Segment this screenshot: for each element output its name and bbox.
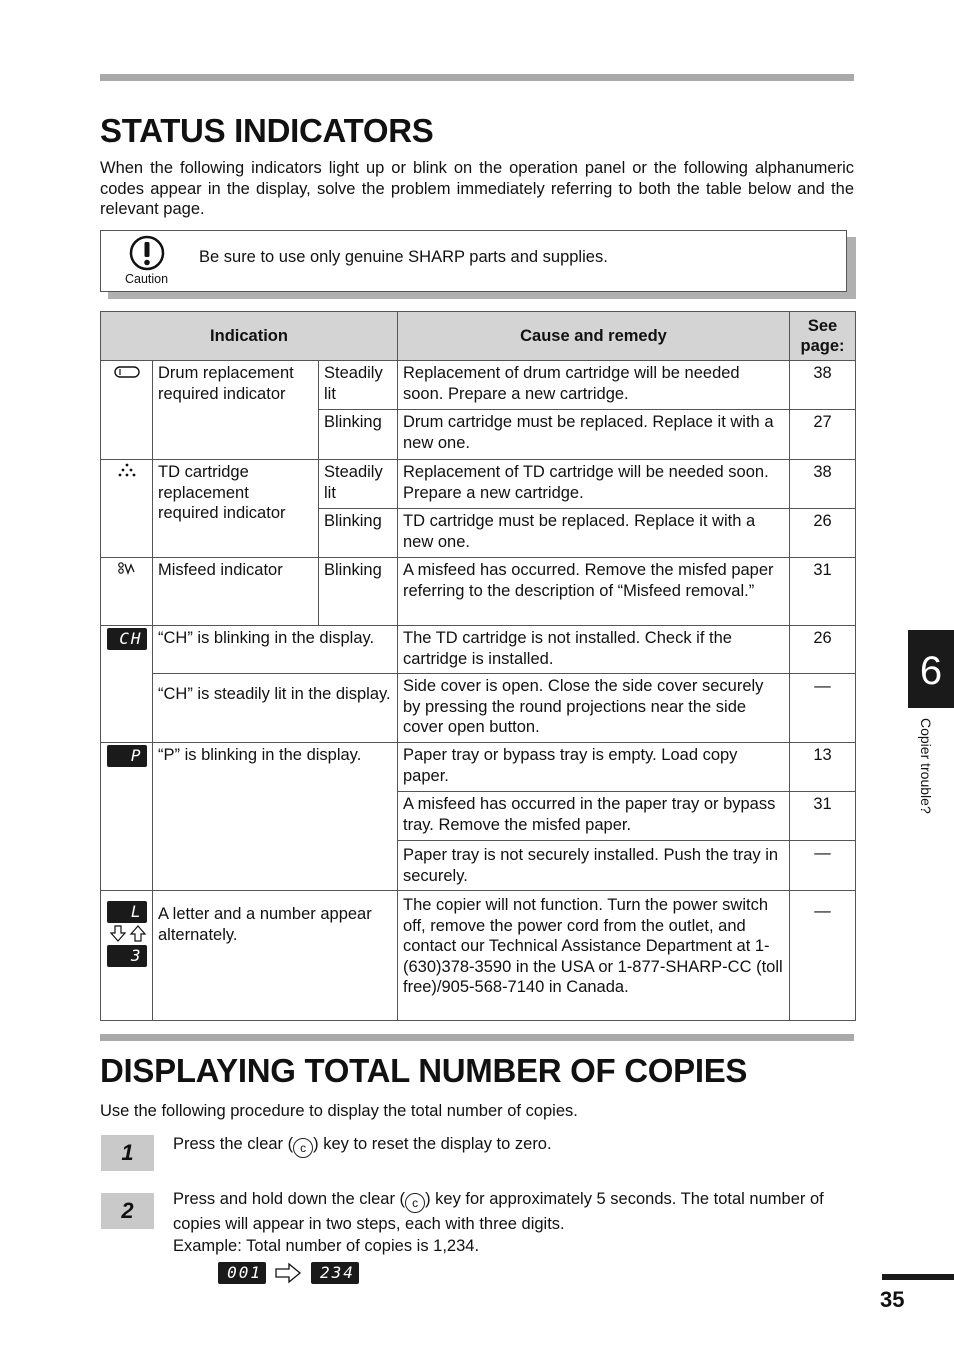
step-1-text [173, 1133, 857, 1158]
caution-label: Caution [125, 272, 169, 286]
table-cell: — [790, 891, 856, 1021]
table-cell: 31 [790, 792, 856, 841]
count-display-first: 001 [218, 1262, 266, 1284]
table-cell: 38 [790, 361, 856, 410]
table-cell: Blinking [319, 410, 398, 460]
page-number: 35 [880, 1287, 905, 1312]
table-cell: Paper tray or bypass tray is empty. Load copy paper. [398, 743, 790, 792]
table-header-row [101, 312, 856, 361]
letter-display-icon: L [107, 901, 147, 923]
chapter-side-label-text: Copier trouble? [918, 718, 934, 814]
alternate-arrows-icon [107, 924, 147, 944]
section-rule [100, 1034, 854, 1041]
p-display-icon: P [107, 745, 147, 767]
table-cell: Replacement of TD cartridge will be needed soon. Prepare a new cartridge. [398, 460, 790, 509]
table-cell: Blinking [319, 558, 398, 626]
ch-steady-text: “CH” is steadily lit in the display. [158, 685, 391, 703]
table-cell: A misfeed has occurred. Remove the misfed paper referring to the description of “Misfeed removal.” [398, 558, 790, 626]
misfeed-icon [117, 561, 137, 575]
header-indication: Indication [101, 312, 398, 361]
table-row [101, 743, 856, 792]
ch-display-icon: CH [107, 628, 147, 650]
status-table [100, 311, 856, 1021]
table-cell: 38 [790, 460, 856, 509]
top-rule [100, 74, 854, 81]
number-display-icon: 3 [107, 945, 147, 967]
copy-count-example [218, 1262, 359, 1286]
table-cell: 13 [790, 743, 856, 792]
table-cell: The TD cartridge is not installed. Check if the cartridge is installed. [398, 626, 790, 674]
caution-box [100, 230, 847, 292]
drum-indicator-name: Drum replacement required indicator [153, 361, 319, 460]
step-2-text-before: Press and hold down the clear ( [173, 1190, 406, 1208]
chapter-tab: 6 [908, 630, 954, 708]
table-row [101, 361, 856, 410]
table-row [101, 626, 856, 674]
table-cell: A misfeed has occurred in the paper tray or bypass tray. Remove the misfed paper. [398, 792, 790, 841]
count-display-second: 234 [311, 1262, 359, 1284]
table-cell: 27 [790, 410, 856, 460]
p-display-cell [101, 743, 153, 891]
table-cell: Steadily lit [319, 460, 398, 509]
chapter-side-label [918, 718, 938, 838]
step-2-text-after: ) key for approximately 5 seconds. The total number of copies will appear in two steps, each with three digits. [173, 1190, 824, 1233]
header-cause: Cause and remedy [398, 312, 790, 361]
caution-text: Be sure to use only genuine SHARP parts and supplies. [199, 248, 608, 266]
table-cell: TD cartridge must be replaced. Replace it with a new one. [398, 509, 790, 558]
misfeed-indicator-name: Misfeed indicator [153, 558, 319, 626]
table-cell: A letter and a number appear alternately. [153, 891, 398, 1021]
status-intro: When the following indicators light up or blink on the operation panel or the following alphanumeric codes appear in the display, solve the problem immediately referring to both the table below and the relevant page. [100, 159, 854, 218]
table-cell: Blinking [319, 509, 398, 558]
step-2-example: Example: Total number of copies is 1,234. [173, 1237, 480, 1255]
toner-dots-icon [118, 463, 136, 477]
table-cell: Steadily lit [319, 361, 398, 410]
table-row [101, 558, 856, 626]
table-cell: Replacement of drum cartridge will be needed soon. Prepare a new cartridge. [398, 361, 790, 410]
table-row [101, 460, 856, 509]
step-2-text [173, 1188, 857, 1257]
step-1-text-before: Press the clear ( [173, 1135, 294, 1153]
table-cell: — [790, 674, 856, 743]
page-number-rule [882, 1274, 954, 1280]
table-cell: — [790, 841, 856, 891]
table-row [101, 891, 856, 1021]
status-title: STATUS INDICATORS [100, 112, 434, 149]
td-indicator-cell [101, 460, 153, 558]
td-indicator-name: TD cartridge replacement required indicator [153, 460, 319, 558]
right-arrow-icon [274, 1262, 302, 1284]
table-cell: 31 [790, 558, 856, 626]
step-2-number: 2 [101, 1193, 154, 1229]
table-cell: Side cover is open. Close the side cover securely by pressing the round projections near the side cover open button. [398, 674, 790, 743]
table-cell [153, 674, 398, 743]
ch-display-cell [101, 626, 153, 743]
copies-title: DISPLAYING TOTAL NUMBER OF COPIES [100, 1052, 748, 1089]
table-cell: Drum cartridge must be replaced. Replace it with a new one. [398, 410, 790, 460]
table-cell: “P” is blinking in the display. [153, 743, 398, 891]
letter-number-cell [101, 891, 153, 1021]
table-cell: 26 [790, 626, 856, 674]
table-row [101, 674, 856, 743]
clear-key-icon: c [405, 1193, 425, 1213]
header-page: See page: [790, 312, 856, 361]
drum-indicator-icon [114, 366, 140, 378]
table-cell: Paper tray is not securely installed. Push the tray in securely. [398, 841, 790, 891]
misfeed-indicator-cell [101, 558, 153, 626]
caution-icon [129, 235, 165, 271]
copies-intro: Use the following procedure to display the total number of copies. [100, 1102, 578, 1120]
table-cell: 26 [790, 509, 856, 558]
table-cell: “CH” is blinking in the display. [153, 626, 398, 674]
step-1-text-after: ) key to reset the display to zero. [313, 1135, 552, 1153]
drum-indicator-cell [101, 361, 153, 460]
step-1-number: 1 [101, 1135, 154, 1171]
table-cell: The copier will not function. Turn the power switch off, remove the power cord from the outlet, and contact our Technical Assistance Department at 1-(630)378-3590 in the USA or 1-877-SHARP-CC (toll free)/905-568-7140 in Canada. [398, 891, 790, 1021]
clear-key-icon: c [293, 1138, 313, 1158]
